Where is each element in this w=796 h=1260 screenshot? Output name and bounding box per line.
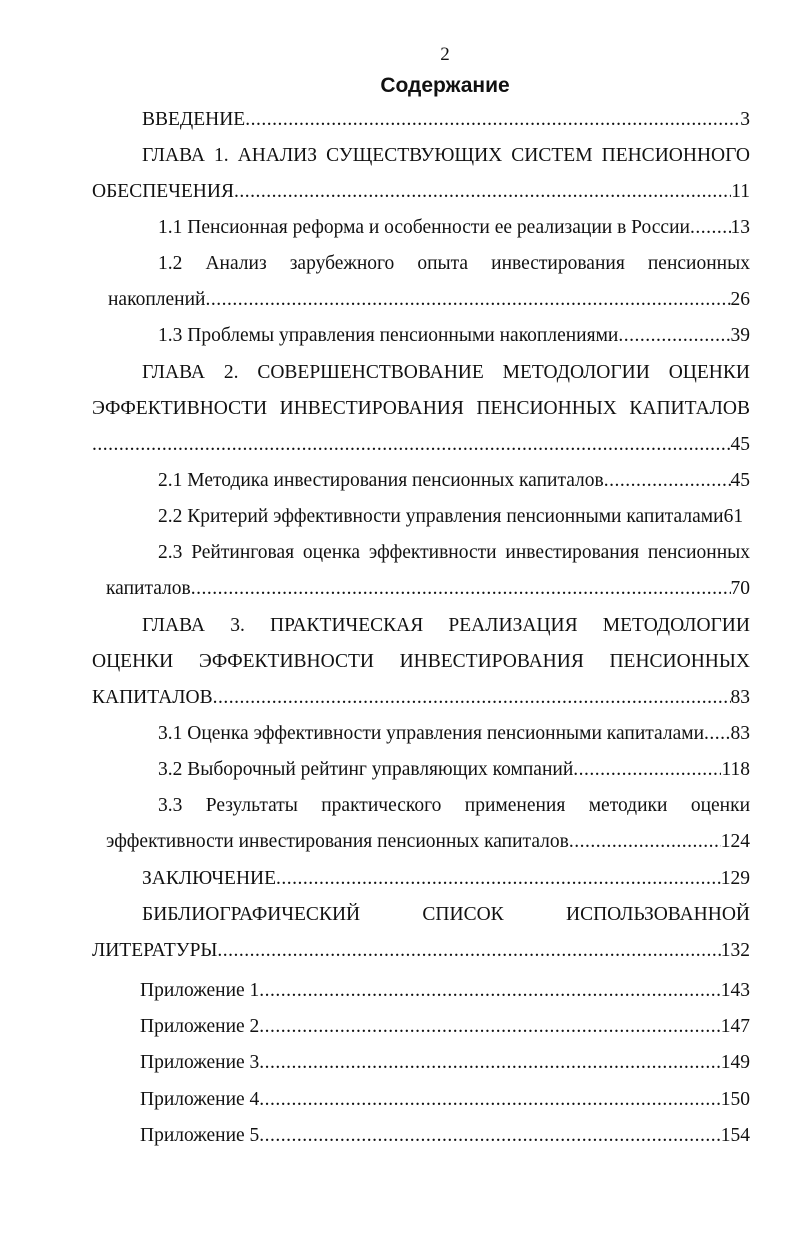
- toc-entry-appendix-1[interactable]: Приложение 1 ..... 143: [140, 979, 750, 1003]
- leader-dots: [92, 433, 731, 457]
- toc-entry-appendix-4[interactable]: Приложение 4 ..... 150: [140, 1088, 750, 1112]
- leader-dots: [234, 180, 731, 204]
- leader-dots: [259, 1015, 720, 1039]
- toc-entry-chapter-1-line2[interactable]: ОБЕСПЕЧЕНИЯ ..... 11: [92, 180, 750, 204]
- toc-entry-section-2-3-line2[interactable]: капиталов ..... 70: [106, 577, 750, 601]
- toc-entry-section-2-3-line1[interactable]: 2.3 Рейтинговая оценка эффективности инвестирования пенсионных: [158, 542, 750, 563]
- leader-dots: [217, 939, 720, 963]
- leader-dots: [191, 577, 731, 601]
- page-title: Содержание: [380, 74, 510, 97]
- leader-dots: [213, 686, 731, 710]
- toc-entry-intro[interactable]: ВВЕДЕНИЕ ..... 3: [142, 108, 750, 132]
- toc-entry-chapter-2-line1[interactable]: ГЛАВА 2. СОВЕРШЕНСТВОВАНИЕ МЕТОДОЛОГИИ ОЦЕНКИ: [142, 362, 750, 383]
- toc-entry-section-1-1[interactable]: 1.1 Пенсионная реформа и особенности ее реализации в России ..... 13: [158, 216, 750, 240]
- toc-entry-section-1-2-line2[interactable]: накоплений ..... 26: [108, 288, 750, 312]
- leader-dots: [259, 979, 720, 1003]
- toc-entry-chapter-2-line2[interactable]: ЭФФЕКТИВНОСТИ ИНВЕСТИРОВАНИЯ ПЕНСИОННЫХ КАПИТАЛОВ: [92, 398, 750, 419]
- toc-entry-appendix-5[interactable]: Приложение 5 ..... 154: [140, 1124, 750, 1148]
- leader-dots: [205, 288, 730, 312]
- toc-entry-section-1-2-line1[interactable]: 1.2 Анализ зарубежного опыта инвестирования пенсионных: [158, 253, 750, 274]
- toc-entry-section-2-1[interactable]: 2.1 Методика инвестирования пенсионных капиталов ..... 45: [158, 469, 750, 493]
- toc-entry-section-3-1[interactable]: 3.1 Оценка эффективности управления пенсионными капиталами ..... 83: [158, 722, 750, 746]
- toc-entry-bibliography-line2[interactable]: ЛИТЕРАТУРЫ ..... 132: [92, 939, 750, 963]
- leader-dots: [259, 1088, 720, 1112]
- leader-dots: [690, 216, 731, 240]
- toc-entry-section-2-2[interactable]: 2.2 Критерий эффективности управления пенсионными капиталами 61: [158, 506, 744, 527]
- toc-entry-section-1-3[interactable]: 1.3 Проблемы управления пенсионными накоплениями ..... 39: [158, 324, 750, 348]
- leader-dots: [259, 1051, 720, 1075]
- toc-entry-appendix-2[interactable]: Приложение 2 ..... 147: [140, 1015, 750, 1039]
- leader-dots: [245, 108, 740, 132]
- toc-entry-appendix-3[interactable]: Приложение 3 ..... 149: [140, 1051, 750, 1075]
- toc-entry-section-3-3-line2[interactable]: эффективности инвестирования пенсионных капиталов ..... 124: [106, 830, 750, 854]
- toc-entry-chapter-3-line3[interactable]: КАПИТАЛОВ ..... 83: [92, 686, 750, 710]
- leader-dots: [618, 324, 730, 348]
- toc-entry-section-3-2[interactable]: 3.2 Выборочный рейтинг управляющих компаний ..... 118: [158, 758, 750, 782]
- leader-dots: [569, 830, 721, 854]
- leader-dots: [276, 867, 721, 891]
- toc-entry-chapter-2-line3[interactable]: ..... 45: [92, 433, 750, 457]
- toc-entry-bibliography-line1[interactable]: БИБЛИОГРАФИЧЕСКИЙ СПИСОК ИСПОЛЬЗОВАННОЙ: [142, 904, 750, 925]
- leader-dots: [259, 1124, 720, 1148]
- toc-entry-chapter-1-line1[interactable]: ГЛАВА 1. АНАЛИЗ СУЩЕСТВУЮЩИХ СИСТЕМ ПЕНСИОННОГО: [142, 145, 750, 166]
- leader-dots: [704, 722, 731, 746]
- leader-dots: [604, 469, 731, 493]
- toc-entry-conclusion[interactable]: ЗАКЛЮЧЕНИЕ ..... 129: [142, 867, 750, 891]
- toc-entry-section-3-3-line1[interactable]: 3.3 Результаты практического применения методики оценки: [158, 795, 750, 816]
- toc-entry-chapter-3-line1[interactable]: ГЛАВА 3. ПРАКТИЧЕСКАЯ РЕАЛИЗАЦИЯ МЕТОДОЛОГИИ: [142, 615, 750, 636]
- page-number: 2: [440, 44, 450, 65]
- toc-entry-chapter-3-line2[interactable]: ОЦЕНКИ ЭФФЕКТИВНОСТИ ИНВЕСТИРОВАНИЯ ПЕНСИОННЫХ: [92, 651, 750, 672]
- leader-dots: [573, 758, 721, 782]
